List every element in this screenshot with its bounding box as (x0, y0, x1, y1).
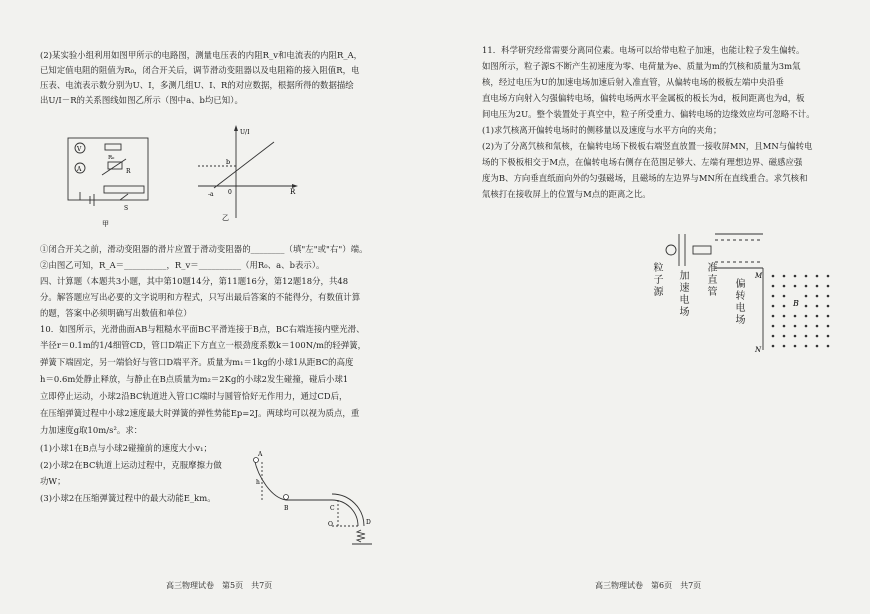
field-dot (794, 325, 797, 328)
source-label: 粒子源 (651, 262, 662, 298)
meter-v-label: V (77, 146, 82, 153)
field-dot (816, 275, 819, 278)
x-axis-label: R (290, 188, 296, 196)
field-dot (794, 335, 797, 338)
switch-label: S (124, 205, 129, 212)
q2-sub-2: ②由图乙可知，R_A＝__________，R_v＝__________（用R₀、a、b表示）。 (40, 260, 325, 270)
label-n: N (755, 346, 762, 354)
q11-line-5: 间电压为2U。整个装置处于真空中，粒子所受重力、偏转电场的边缘效应均可忽略不计。 (482, 109, 815, 119)
field-dot (794, 285, 797, 288)
field-dot (794, 275, 797, 278)
field-dot (772, 275, 775, 278)
field-dot (827, 295, 830, 298)
track-figure (248, 448, 388, 552)
point-c-label: C (330, 505, 335, 512)
q2-sub-1: ①闭合开关之前，滑动变阻器的滑片应置于滑动变阻器的________（填"左"或"右"）端。 (40, 244, 368, 254)
field-dot (783, 335, 786, 338)
right-footer: 高三物理试卷 第6页 共7页 (595, 581, 702, 590)
q11-line-3: 核，经过电压为U的加速电场加速后射入准直管，从偏转电场的极板左端中央沿垂 (482, 77, 784, 87)
field-dot (816, 325, 819, 328)
q10-line-7: 力加速度g取10m/s²。求： (40, 425, 143, 435)
field-dot (805, 305, 808, 308)
field-dot (816, 295, 819, 298)
q10-sub-1: (1)小球1在B点与小球2碰撞前的速度大小v₁； (40, 443, 212, 453)
field-dot (805, 275, 808, 278)
field-dot (805, 345, 808, 348)
q10-sub-4: (3)小球2在压缩弹簧过程中的最大动能E_km。 (40, 493, 216, 503)
fig-jia-caption: 甲 (102, 220, 109, 228)
field-b-label: B (793, 299, 799, 308)
q11-line-9: 度为B、方向垂直纸面向外的匀强磁场，且磁场的左边界与MN所在直线重合。求氕核和 (482, 173, 808, 183)
fig-yi-caption: 乙 (222, 214, 229, 222)
point-b-label: B (284, 505, 289, 512)
field-dot (772, 305, 775, 308)
field-dot (827, 335, 830, 338)
field-dot (827, 345, 830, 348)
q11-line-1: 11．科学研究经常需要分离同位素。电场可以给带电粒子加速，也能让粒子发生偏转。 (482, 45, 805, 55)
section-line-2: 分。解答题应写出必要的文字说明和方程式，只写出最后答案的不能得分，有数值计算 (40, 292, 361, 302)
q2-line-3: 压表、电流表示数分别为U、I，多测几组U、I、R的对应数据，根据所得的数据描绘 (40, 80, 354, 90)
height-h-label: h (256, 479, 260, 486)
field-dot (783, 275, 786, 278)
field-dot (816, 345, 819, 348)
field-dot (827, 325, 830, 328)
q11-line-10: 氚核打在接收屏上的位置与M点的距离之比。 (482, 189, 651, 199)
q10-line-5: 立即停止运动，小球2沿BC轨道进入管口C端时与圆管恰好无作用力，通过CD后， (40, 391, 348, 401)
q10-sub-3: 功W； (40, 476, 66, 486)
q11-line-4: 直电场方向射入匀强偏转电场，偏转电场两水平金属板的板长为d，板间距离也为d，板 (482, 93, 805, 103)
origin-label: 0 (228, 189, 232, 196)
field-dot (816, 315, 819, 318)
q10-line-6: 在压缩弹簧过程中小球2速度最大时弹簧的弹性势能Ep=2J。两球均可以视为质点，重 (40, 408, 360, 418)
b-label: b (226, 158, 231, 166)
q10-line-1: 10．如图所示，光滑曲面AB与粗糙水平面BC平滑连接于B点，BC右端连接内壁光滑、 (40, 324, 365, 334)
q10-line-3: 弹簧下端固定，另一端恰好与管口D端平齐。质量为m₁＝1kg的小球1从距BC的高度 (40, 357, 354, 367)
q2-line-1: (2)某实验小组利用如图甲所示的电路图，测量电压表的内阻R_v和电流表的内阻R_A， (40, 50, 363, 60)
collimator-label: 准直管 (705, 262, 716, 298)
field-dot (772, 335, 775, 338)
point-d-label: D (366, 519, 371, 526)
field-dot (783, 305, 786, 308)
left-footer: 高三物理试卷 第5页 共7页 (166, 581, 273, 590)
field-dot (816, 285, 819, 288)
graph-figure-yi (198, 122, 308, 226)
right-page (435, 0, 870, 614)
field-dot (783, 285, 786, 288)
section-line-3: 的题，答案中必须明确写出数值和单位） (40, 308, 192, 318)
field-dot (805, 295, 808, 298)
q10-line-4: h＝0.6m处静止释放，与静止在B点质量为m₂＝2Kg的小球2发生碰撞，碰后小球1 (40, 374, 349, 384)
field-dot (794, 315, 797, 318)
field-dot (805, 325, 808, 328)
field-dot (783, 295, 786, 298)
field-dot (816, 305, 819, 308)
meter-a-label: A (77, 166, 82, 173)
field-dot (805, 335, 808, 338)
field-dot (805, 315, 808, 318)
center-o-label: O (328, 521, 333, 528)
q11-line-6: (1)求氕核离开偏转电场时的侧移量以及速度与水平方向的夹角； (482, 125, 722, 135)
magnetic-field-dots (772, 275, 830, 348)
q2-line-2: 已知定值电阻的阻值为R₀，闭合开关后，调节滑动变阻器以及电阻箱的接入阻值R，电 (40, 65, 360, 75)
q11-line-2: 如图所示，粒子源S不断产生初速度为零、电荷量为e、质量为m的氕核和质量为3m氚 (482, 61, 801, 71)
label-m: M (755, 272, 763, 280)
q10-line-2: 半径r＝0.1m的1/4细管CD，管口D端正下方直立一根劲度系数k＝100N/m的轻弹簧， (40, 340, 367, 350)
field-dot (827, 315, 830, 318)
field-dot (783, 315, 786, 318)
field-dot (794, 345, 797, 348)
field-dot (772, 295, 775, 298)
field-dot (827, 285, 830, 288)
field-dot (805, 285, 808, 288)
field-dot (827, 275, 830, 278)
field-dot (772, 345, 775, 348)
section-line-1: 四、计算题（本题共3小题，其中第10题14分，第11题16分，第12题18分，共48 (40, 276, 349, 286)
q10-sub-2: (2)小球2在BC轨道上运动过程中，克服摩擦力做 (40, 460, 222, 470)
r0-label: R₀ (108, 155, 115, 161)
q11-line-7: (2)为了分离氕核和氚核，在偏转电场下极板右端竖直放置一接收屏MN，且MN与偏转电 (482, 141, 813, 151)
field-dot (772, 315, 775, 318)
field-dot (772, 285, 775, 288)
r-label: R (126, 168, 131, 175)
field-dot (827, 305, 830, 308)
y-axis-label: U/I (240, 129, 250, 136)
field-dot (783, 345, 786, 348)
deflect-label: 偏转电场 (733, 278, 744, 326)
field-dot (816, 335, 819, 338)
field-dot (772, 325, 775, 328)
q11-line-8: 场的下极板相交于M点，在偏转电场右侧存在范围足够大、左端有理想边界、磁感应强 (482, 157, 803, 167)
q2-line-4: 出U/I－R的关系图线如图乙所示（图中a、b均已知）。 (40, 95, 243, 105)
neg-a-label: -a (208, 191, 214, 198)
accel-label: 加速电场 (677, 270, 688, 318)
circuit-figure-jia (60, 130, 170, 230)
field-dot (783, 325, 786, 328)
point-a-label: A (258, 451, 263, 458)
